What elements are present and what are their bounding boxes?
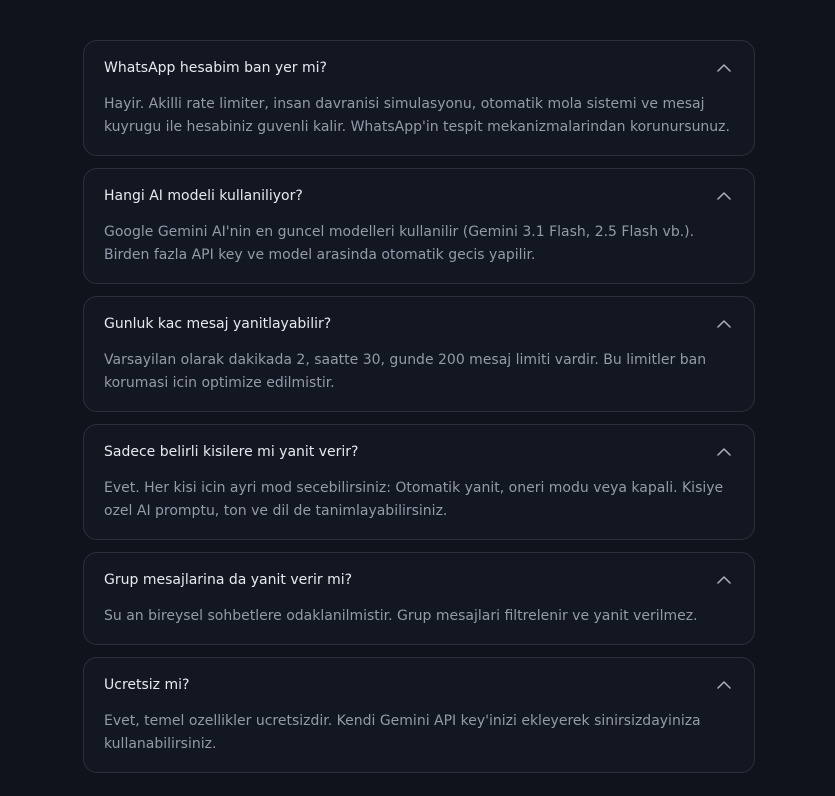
faq-question: Gunluk kac mesaj yanitlayabilir?: [104, 316, 332, 332]
faq-item: [83, 657, 755, 773]
faq-question: Sadece belirli kisilere mi yanit verir?: [104, 444, 359, 460]
faq-question-toggle[interactable]: [104, 169, 734, 223]
faq-question: Grup mesajlarina da yanit verir mi?: [104, 572, 353, 588]
faq-question-toggle[interactable]: [104, 297, 734, 351]
chevron-up-icon[interactable]: [716, 572, 732, 588]
faq-question: WhatsApp hesabim ban yer mi?: [104, 60, 327, 76]
faq-answer: Evet. Her kisi icin ayri mod secebilirsiniz: Otomatik yanit, oneri modu veya kapali. Kisiye ozel AI promptu, ton ve dil de tanimlayabilirsiniz.: [104, 480, 724, 519]
chevron-up-icon[interactable]: [716, 444, 732, 460]
faq-answer: Varsayilan olarak dakikada 2, saatte 30, gunde 200 mesaj limiti vardir. Bu limitler ban korumasi icin optimize edilmistir.: [104, 352, 707, 391]
faq-answer: Hayir. Akilli rate limiter, insan davranisi simulasyonu, otomatik mola sistemi ve mesaj kuyrugu ile hesabiniz guvenli kalir. WhatsApp'in tespit mekanizmalarindan korunursunuz.: [104, 96, 730, 135]
faq-question-toggle[interactable]: [104, 425, 734, 479]
faq-question: Hangi AI modeli kullaniliyor?: [104, 188, 303, 204]
faq-item: [83, 296, 755, 412]
faq-answer: Evet, temel ozellikler ucretsizdir. Kendi Gemini API key'inizi ekleyerek sinirsizdayiniza kullanabilirsiniz.: [104, 713, 701, 752]
faq-question-toggle[interactable]: [104, 41, 734, 95]
faq-list: [83, 40, 755, 785]
faq-item: [83, 552, 755, 645]
faq-question-toggle[interactable]: [104, 553, 734, 607]
faq-item: [83, 424, 755, 540]
faq-question-toggle[interactable]: [104, 658, 734, 712]
chevron-up-icon[interactable]: [716, 188, 732, 204]
chevron-up-icon[interactable]: [716, 677, 732, 693]
faq-item: [83, 168, 755, 284]
faq-answer: Google Gemini AI'nin en guncel modelleri kullanilir (Gemini 3.1 Flash, 2.5 Flash vb.). Birden fazla API key ve model arasinda otomatik gecis yapilir.: [104, 224, 695, 263]
faq-item: [83, 40, 755, 156]
chevron-up-icon[interactable]: [716, 60, 732, 76]
faq-answer: Su an bireysel sohbetlere odaklanilmistir. Grup mesajlari filtrelenir ve yanit verilmez.: [104, 608, 698, 624]
chevron-up-icon[interactable]: [716, 316, 732, 332]
faq-question: Ucretsiz mi?: [104, 677, 190, 693]
